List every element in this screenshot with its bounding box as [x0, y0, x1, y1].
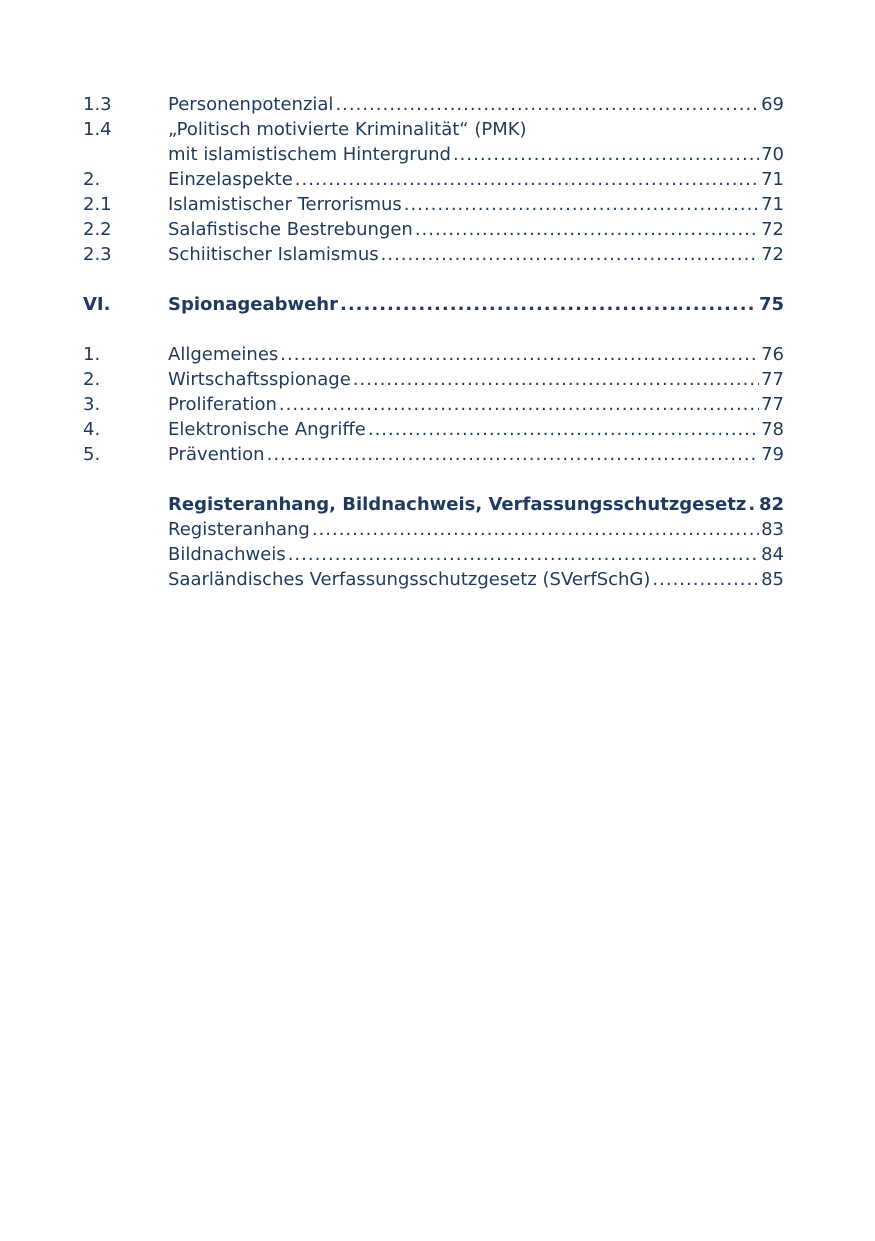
toc-entry-title: Personenpotenzial	[168, 94, 334, 115]
toc-entry-title: „Politisch motivierte Kriminalität“ (PMK)	[168, 119, 527, 140]
toc-entry[interactable]	[83, 567, 784, 592]
toc-entry-page: 85	[761, 569, 784, 590]
toc-entry-number: 3.	[83, 394, 101, 415]
dot-leader	[340, 292, 757, 317]
toc-entry-page: 84	[761, 544, 784, 565]
toc-entry-number: 1.3	[83, 94, 112, 115]
spacer	[83, 267, 784, 292]
dot-leader	[267, 442, 760, 467]
toc-entry-title: Prävention	[168, 444, 265, 465]
toc-appendix-entry[interactable]	[83, 492, 784, 517]
toc-entry-page: 83	[761, 519, 784, 540]
spacer	[83, 467, 784, 492]
toc-entry[interactable]	[83, 242, 784, 267]
toc-entry[interactable]	[83, 342, 784, 367]
toc-entry-page: 72	[761, 219, 784, 240]
toc-entry[interactable]	[83, 217, 784, 242]
dot-leader	[381, 242, 759, 267]
toc-entry-number: 2.	[83, 369, 101, 390]
toc-entry-number: 2.	[83, 169, 101, 190]
toc-entry-number: 1.	[83, 344, 101, 365]
toc-entry-title: Saarländisches Verfassungsschutzgesetz (SVerfSchG)	[168, 569, 651, 590]
dot-leader	[415, 217, 759, 242]
toc-entry[interactable]	[83, 417, 784, 442]
toc-entry-page: 78	[761, 419, 784, 440]
toc-entry-title: Proliferation	[168, 394, 277, 415]
toc-entry-page: 69	[761, 94, 784, 115]
toc-entry-title: Salafistische Bestrebungen	[168, 219, 413, 240]
toc-entry-number: 2.3	[83, 244, 112, 265]
toc-entry[interactable]	[83, 192, 784, 217]
toc-entry-page: 71	[761, 169, 784, 190]
toc-entry[interactable]	[83, 92, 784, 117]
toc-entry-title: Elektronische Angriffe	[168, 419, 366, 440]
toc-entry[interactable]	[83, 392, 784, 417]
dot-leader	[335, 92, 759, 117]
toc-entry-title: Einzelaspekte	[168, 169, 293, 190]
toc-entry-page: 70	[761, 144, 784, 165]
toc-entry-title-continued: mit islamistischem Hintergrund	[168, 144, 451, 165]
toc-entry-title: Schiitischer Islamismus	[168, 244, 379, 265]
dot-leader	[280, 342, 759, 367]
toc-entry-number: 5.	[83, 444, 101, 465]
dot-leader	[353, 367, 759, 392]
dot-leader	[652, 567, 759, 592]
toc-entry-page: 72	[761, 244, 784, 265]
toc-entry-number: 2.1	[83, 194, 112, 215]
toc-entry[interactable]	[83, 442, 784, 467]
toc-entry-page: 77	[761, 369, 784, 390]
toc-chapter-entry[interactable]	[83, 292, 784, 317]
toc-entry-page: 79	[761, 444, 784, 465]
dot-leader	[453, 142, 759, 167]
toc-appendix-title: Registeranhang, Bildnachweis, Verfassungsschutzgesetz	[168, 494, 747, 515]
toc-entry-number: 4.	[83, 419, 101, 440]
toc-entry-title: Registeranhang	[168, 519, 310, 540]
toc-entry[interactable]	[83, 517, 784, 542]
toc-entry-page: 77	[761, 394, 784, 415]
toc-entry-continuation[interactable]	[83, 142, 784, 167]
toc-appendix-page: 82	[758, 494, 784, 515]
toc-entry-page: 71	[761, 194, 784, 215]
toc-entry-page: 76	[761, 344, 784, 365]
dot-leader	[404, 192, 759, 217]
toc-chapter-number: VI.	[83, 294, 111, 315]
toc-entry-title: Bildnachweis	[168, 544, 286, 565]
dot-leader	[295, 167, 759, 192]
toc-entry[interactable]	[83, 167, 784, 192]
toc-entry-number: 2.2	[83, 219, 112, 240]
toc-entry[interactable]	[83, 542, 784, 567]
toc-chapter-title: Spionageabwehr	[168, 294, 338, 315]
toc-entry-title: Islamistischer Terrorismus	[168, 194, 402, 215]
dot-leader	[748, 492, 757, 517]
dot-leader	[288, 542, 759, 567]
dot-leader	[368, 417, 759, 442]
toc-entry-number: 1.4	[83, 119, 112, 140]
table-of-contents	[83, 92, 784, 592]
toc-entry[interactable]	[83, 367, 784, 392]
spacer	[83, 317, 784, 342]
toc-chapter-page: 75	[758, 294, 784, 315]
dot-leader	[279, 392, 759, 417]
toc-entry-title: Allgemeines	[168, 344, 279, 365]
toc-entry[interactable]	[83, 117, 784, 142]
dot-leader	[312, 517, 759, 542]
toc-entry-title: Wirtschaftsspionage	[168, 369, 351, 390]
